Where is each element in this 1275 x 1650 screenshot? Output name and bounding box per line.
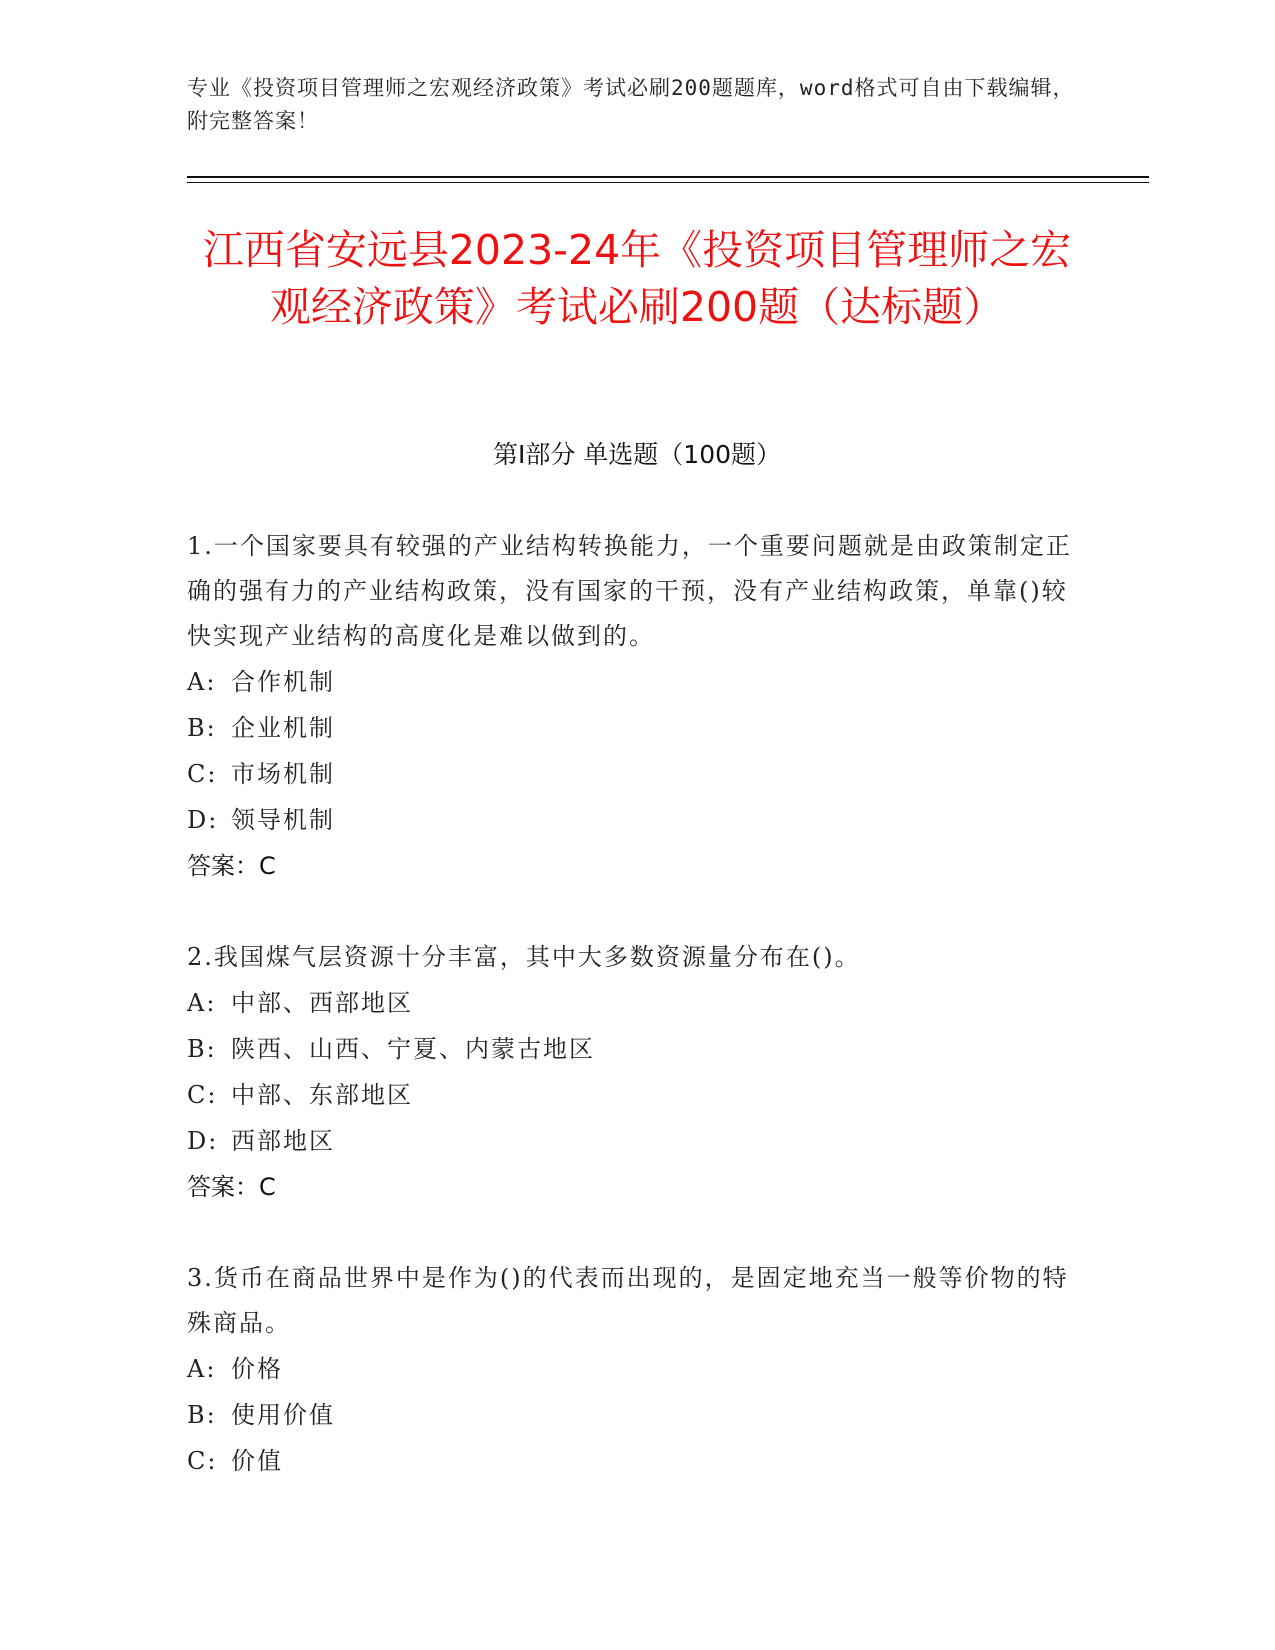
option-letter: B: (187, 1401, 217, 1429)
option-letter: D: (187, 806, 219, 834)
question-list (187, 524, 1077, 1530)
option-b (187, 705, 1077, 751)
option-text: 使用价值 (231, 1401, 335, 1429)
option-letter: B: (187, 1035, 217, 1063)
header-divider-thin (187, 182, 1149, 183)
option-a (187, 659, 1077, 705)
option-text: 价值 (231, 1447, 283, 1475)
option-text: 中部、东部地区 (231, 1081, 413, 1109)
option-b (187, 1392, 1077, 1438)
answer-line: 答案：C (187, 1173, 276, 1201)
option-text: 中部、西部地区 (231, 989, 413, 1017)
option-a (187, 980, 1077, 1026)
option-c (187, 751, 1077, 797)
option-text: 合作机制 (231, 668, 335, 696)
option-text: 市场机制 (231, 760, 335, 788)
option-letter: A: (187, 668, 217, 696)
option-letter: C: (187, 1081, 218, 1109)
option-letter: A: (187, 989, 217, 1017)
option-letter: A: (187, 1355, 217, 1383)
header-divider-thick (187, 176, 1149, 178)
option-text: 领导机制 (231, 806, 335, 834)
question-3 (187, 1256, 1077, 1484)
option-text: 西部地区 (231, 1127, 335, 1155)
option-c (187, 1072, 1077, 1118)
option-text: 价格 (231, 1355, 283, 1383)
answer-line: 答案：C (187, 852, 276, 880)
intro-text: 专业《投资项目管理师之宏观经济政策》考试必刷200题题库，word格式可自由下载编辑，附完整答案！ (187, 76, 1075, 133)
option-d (187, 1118, 1077, 1164)
question-1 (187, 524, 1077, 889)
option-letter: B: (187, 714, 217, 742)
question-stem: 3.货币在商品世界中是作为()的代表而出现的，是固定地充当一般等价物的特殊商品。 (187, 1264, 1069, 1337)
question-2 (187, 935, 1077, 1210)
question-stem: 1.一个国家要具有较强的产业结构转换能力，一个重要问题就是由政策制定正确的强有力的产业结构政策，没有国家的干预，没有产业结构政策，单靠()较快实现产业结构的高度化是难以做到的。 (187, 532, 1072, 650)
option-c (187, 1438, 1077, 1484)
option-letter: C: (187, 1447, 218, 1475)
question-stem: 2.我国煤气层资源十分丰富，其中大多数资源量分布在()。 (187, 943, 861, 971)
option-b (187, 1026, 1077, 1072)
option-text: 企业机制 (231, 714, 335, 742)
option-letter: C: (187, 760, 218, 788)
document-title: 江西省安远县2023-24年《投资项目管理师之宏观经济政策》考试必刷200题（达标题） (202, 226, 1072, 331)
option-letter: D: (187, 1127, 219, 1155)
option-d (187, 797, 1077, 843)
option-text: 陕西、山西、宁夏、内蒙古地区 (231, 1035, 595, 1063)
section-heading: 第Ⅰ部分 单选题（100题） (492, 440, 782, 469)
option-a (187, 1346, 1077, 1392)
